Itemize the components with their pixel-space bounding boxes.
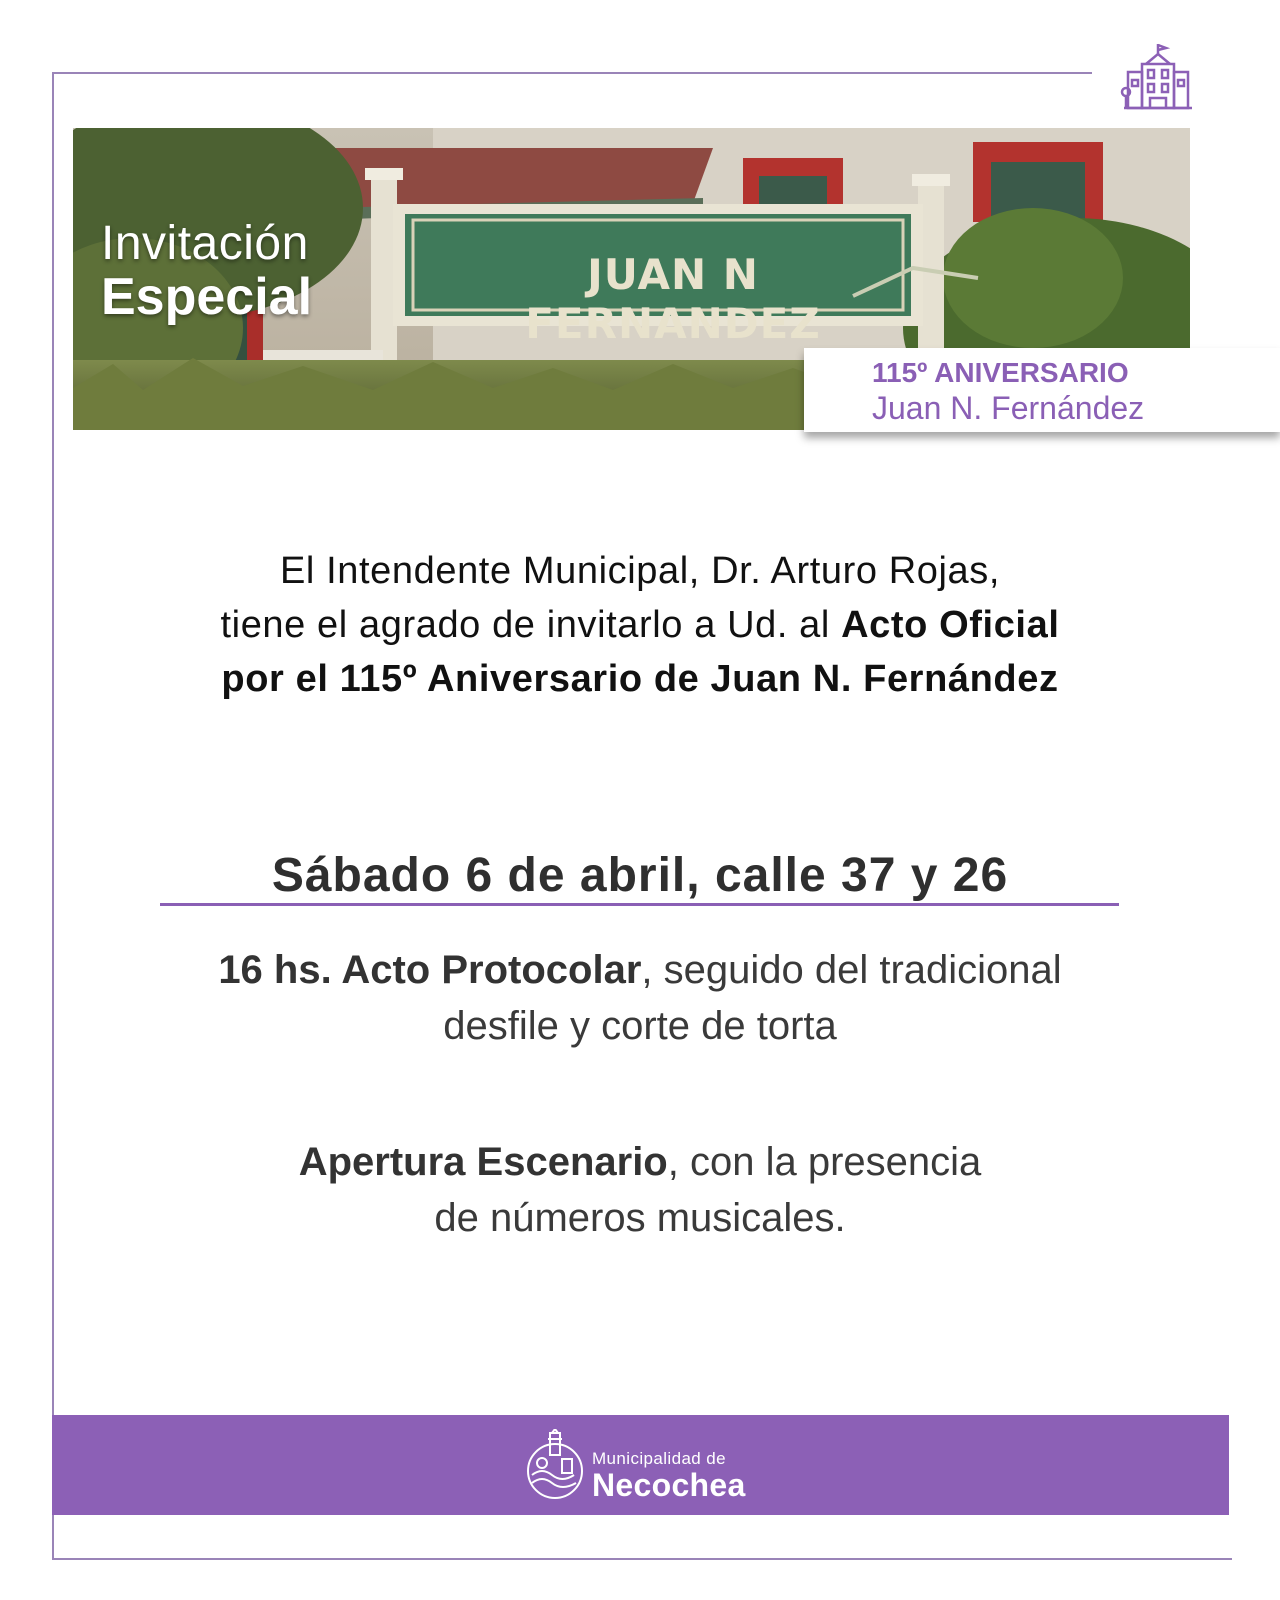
event1-rest: , seguido del tradicional bbox=[641, 948, 1062, 992]
event1-bold: 16 hs. Acto Protocolar bbox=[218, 948, 642, 992]
hero-title-line2: Especial bbox=[101, 268, 313, 326]
station-sign-text: JUAN N FERNANDEZ bbox=[525, 250, 821, 348]
hero-title-line1: Invitación bbox=[101, 217, 309, 270]
intro-line2 bbox=[80, 598, 1200, 652]
event2-line2: de números musicales. bbox=[434, 1196, 846, 1240]
event-item-acto bbox=[80, 942, 1200, 1054]
footer-bar bbox=[52, 1415, 1229, 1515]
date-underline bbox=[160, 903, 1119, 906]
event2-rest: , con la presencia bbox=[667, 1140, 982, 1184]
necochea-logo-icon bbox=[522, 1429, 588, 1501]
frame-top-line bbox=[52, 72, 1092, 74]
footer-city-name: Necochea bbox=[592, 1467, 746, 1503]
invitation-intro bbox=[80, 544, 1200, 706]
frame-bottom-line bbox=[52, 1558, 1232, 1560]
hero-title bbox=[101, 218, 312, 324]
footer-municipality-label: Municipalidad de bbox=[592, 1449, 726, 1468]
building-icon bbox=[1120, 40, 1196, 116]
intro-line2-bold: Acto Oficial bbox=[841, 604, 1060, 646]
intro-line1: El Intendente Municipal, Dr. Arturo Rojas, bbox=[279, 550, 1001, 592]
event-date: Sábado 6 de abril, calle 37 y 26 bbox=[271, 849, 1009, 902]
event2-bold: Apertura Escenario bbox=[298, 1140, 668, 1184]
anniversary-label bbox=[804, 348, 1280, 432]
event1-line2: desfile y corte de torta bbox=[443, 1004, 837, 1048]
intro-line3-bold: por el 115º Aniversario de Juan N. Fernández bbox=[221, 658, 1059, 700]
event-item-escenario bbox=[80, 1134, 1200, 1246]
event2-line1 bbox=[80, 1134, 1200, 1190]
frame-left-line bbox=[52, 72, 54, 1560]
anniversary-number: 115º ANIVERSARIO bbox=[872, 357, 1129, 388]
event1-line1 bbox=[80, 942, 1200, 998]
intro-line2-text: tiene el agrado de invitarlo a Ud. al bbox=[220, 604, 842, 646]
anniversary-place: Juan N. Fernández bbox=[872, 390, 1145, 426]
intro-line3 bbox=[80, 652, 1200, 706]
